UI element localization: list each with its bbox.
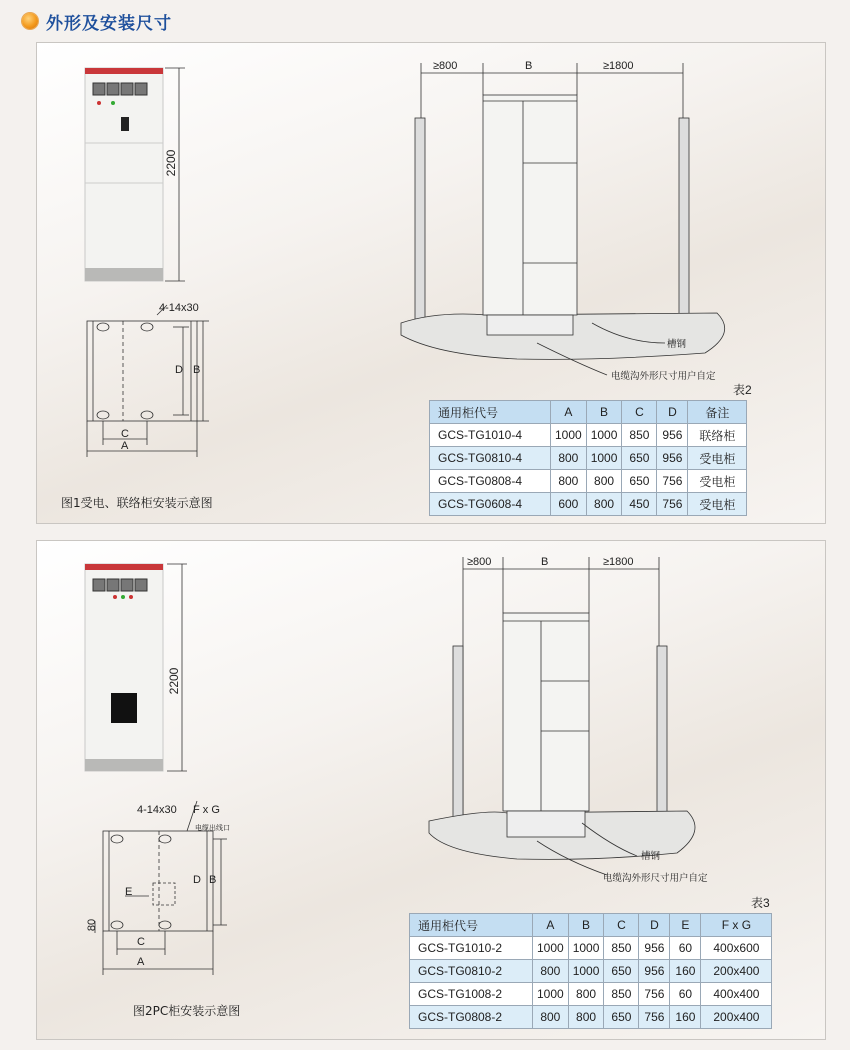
table-cell: 受电柜 — [688, 493, 747, 516]
table-cell: 956 — [639, 937, 670, 960]
table-cell: 60 — [670, 937, 701, 960]
cabinet-photo-2 — [85, 564, 163, 771]
table-3-header-code: 通用柜代号 — [410, 914, 533, 937]
dim-e-label-2: E — [125, 886, 133, 898]
dim-a-label-1: A — [121, 440, 129, 452]
table-cell: 60 — [670, 983, 701, 1006]
table-cell: 650 — [604, 960, 639, 983]
table-cell: 800 — [568, 1006, 604, 1029]
table-cell: 400x600 — [701, 937, 772, 960]
table-cell: 850 — [622, 424, 657, 447]
table-cell: 受电柜 — [688, 470, 747, 493]
table-cell: GCS-TG0608-4 — [430, 493, 551, 516]
table-cell: 600 — [551, 493, 587, 516]
table-cell: 756 — [639, 983, 670, 1006]
table-cell: 800 — [533, 960, 569, 983]
table-cell: 756 — [639, 1006, 670, 1029]
table-cell: GCS-TG1010-2 — [410, 937, 533, 960]
clearance-left-2: ≥800 — [467, 556, 492, 568]
figure-1-caption: 图1受电、联络柜安装示意图 — [61, 496, 213, 510]
table-row — [430, 424, 747, 447]
cabinet-photo-1 — [85, 68, 163, 281]
panel-figure-1 — [36, 42, 826, 524]
clearance-right-1: ≥1800 — [603, 60, 634, 72]
table-3-header-a: A — [533, 914, 569, 937]
clearance-left-1: ≥800 — [433, 60, 458, 72]
spec-table-3 — [409, 913, 772, 1029]
table-3-header-d: D — [639, 914, 670, 937]
table-cell: 1000 — [586, 447, 622, 470]
table-2-header-a: A — [551, 401, 587, 424]
trench-label-2: 电缆沟外形尺寸用户自定 — [603, 873, 708, 884]
spec-table-2 — [429, 400, 747, 516]
table-cell: GCS-TG0808-2 — [410, 1006, 533, 1029]
steel-label-1: 槽钢 — [667, 339, 687, 350]
table-cell: 800 — [568, 983, 604, 1006]
dim-a-label-2: A — [137, 956, 145, 968]
table-cell: 200x400 — [701, 1006, 772, 1029]
table-3-label: 表3 — [751, 896, 770, 910]
dim-b-label-2: B — [209, 874, 217, 886]
table-cell: GCS-TG1008-2 — [410, 983, 533, 1006]
dim-d-label-2: D — [193, 874, 201, 886]
table-cell: 800 — [533, 1006, 569, 1029]
bolt-label-2: 4-14x30 — [137, 804, 177, 816]
table-cell: 650 — [622, 470, 657, 493]
dim-80-label-2: 80 — [86, 918, 98, 932]
table-cell: GCS-TG0808-4 — [430, 470, 551, 493]
table-cell: 160 — [670, 1006, 701, 1029]
table-cell: 400x400 — [701, 983, 772, 1006]
table-cell: 800 — [551, 470, 587, 493]
clearance-right-2: ≥1800 — [603, 556, 634, 568]
dim-b-label-1: B — [193, 364, 201, 376]
dim-2200-label-2: 2200 — [167, 667, 181, 695]
elevation-drawing-2 — [429, 557, 695, 875]
table-cell: 650 — [604, 1006, 639, 1029]
table-cell: 1000 — [533, 937, 569, 960]
table-cell: 450 — [622, 493, 657, 516]
table-cell: 756 — [657, 470, 688, 493]
table-2-header-b: B — [586, 401, 622, 424]
table-cell: 1000 — [551, 424, 587, 447]
orange-bullet-icon — [22, 13, 38, 29]
fg-label-2: F x G — [193, 804, 220, 816]
table-3-header-b: B — [568, 914, 604, 937]
steel-label-2: 槽钢 — [641, 851, 661, 862]
table-row — [430, 447, 747, 470]
table-cell: 956 — [639, 960, 670, 983]
dim-c-label-1: C — [121, 428, 129, 440]
table-cell: 受电柜 — [688, 447, 747, 470]
dim-2200-label-1: 2200 — [164, 149, 178, 177]
table-cell: 1000 — [568, 960, 604, 983]
table-2-header-d: D — [657, 401, 688, 424]
table-cell: 756 — [657, 493, 688, 516]
section-header — [22, 8, 172, 34]
clearance-mid-2: B — [541, 556, 549, 568]
table-cell: 1000 — [586, 424, 622, 447]
table-cell: 850 — [604, 983, 639, 1006]
table-cell: 956 — [657, 424, 688, 447]
outlet-label-2: 电缆出线口 — [195, 824, 230, 832]
panel-figure-2 — [36, 540, 826, 1040]
table-cell: 650 — [622, 447, 657, 470]
table-cell: 800 — [551, 447, 587, 470]
table-row — [410, 960, 772, 983]
dim-2200-line-2 — [167, 564, 187, 771]
table-row — [430, 493, 747, 516]
table-cell: GCS-TG0810-2 — [410, 960, 533, 983]
table-2-header-c: C — [622, 401, 657, 424]
dim-c-label-2: C — [137, 936, 145, 948]
figure-2-caption: 图2PC柜安装示意图 — [133, 1004, 241, 1018]
table-row — [430, 470, 747, 493]
table-cell: 850 — [604, 937, 639, 960]
table-3-header-c: C — [604, 914, 639, 937]
clearance-mid-1: B — [525, 60, 533, 72]
table-2-header-remark: 备注 — [688, 401, 747, 424]
table-cell: 800 — [586, 493, 622, 516]
table-cell: 联络柜 — [688, 424, 747, 447]
table-cell: 800 — [586, 470, 622, 493]
bolt-label-1: 4-14x30 — [159, 302, 199, 314]
table-cell: 160 — [670, 960, 701, 983]
table-cell: GCS-TG0810-4 — [430, 447, 551, 470]
table-cell: GCS-TG1010-4 — [430, 424, 551, 447]
elevation-drawing-1 — [401, 63, 725, 375]
table-cell: 1000 — [533, 983, 569, 1006]
plan-view-1 — [87, 305, 209, 457]
section-title: 外形及安装尺寸 — [46, 13, 172, 34]
table-3-header-fg: F x G — [701, 914, 772, 937]
dim-d-label-1: D — [175, 364, 183, 376]
table-row — [410, 937, 772, 960]
table-cell: 956 — [657, 447, 688, 470]
table-3-header-e: E — [670, 914, 701, 937]
table-row — [410, 983, 772, 1006]
table-2-label: 表2 — [733, 383, 752, 397]
table-cell: 200x400 — [701, 960, 772, 983]
table-row — [410, 1006, 772, 1029]
table-cell: 1000 — [568, 937, 604, 960]
trench-label-1: 电缆沟外形尺寸用户自定 — [611, 371, 716, 382]
table-2-header-code: 通用柜代号 — [430, 401, 551, 424]
